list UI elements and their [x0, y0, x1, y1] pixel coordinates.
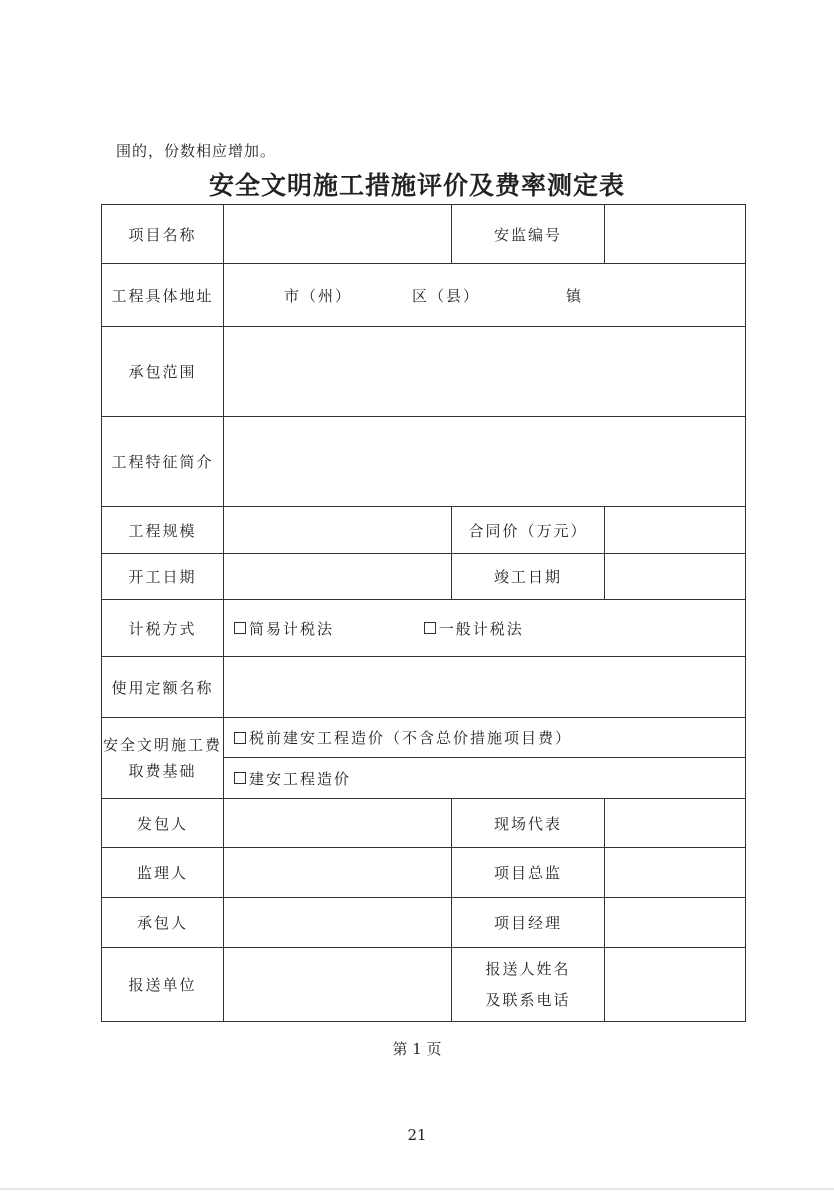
supervision-no-field[interactable] — [605, 205, 746, 264]
table-row — [102, 205, 746, 264]
submitter-label-line1: 报送人姓名 — [485, 959, 571, 978]
table-row — [102, 718, 746, 758]
table-row — [102, 327, 746, 417]
project-manager-label: 项目经理 — [452, 898, 605, 948]
checkbox-icon[interactable] — [234, 732, 246, 744]
quota-name-label: 使用定额名称 — [102, 657, 224, 718]
finish-date-label: 竣工日期 — [452, 554, 605, 600]
address-district: 区（县） — [412, 286, 481, 305]
features-field[interactable] — [224, 417, 746, 507]
supervisor-label: 监理人 — [102, 848, 224, 898]
contract-price-field[interactable] — [605, 507, 746, 554]
employer-field[interactable] — [224, 799, 452, 848]
site-rep-label: 现场代表 — [452, 799, 605, 848]
table-row — [102, 898, 746, 948]
address-town: 镇 — [566, 286, 584, 305]
submit-unit-label: 报送单位 — [102, 948, 224, 1022]
scope-field[interactable] — [224, 327, 746, 417]
quota-name-field[interactable] — [224, 657, 746, 718]
site-rep-field[interactable] — [605, 799, 746, 848]
table-row — [102, 848, 746, 898]
start-date-field[interactable] — [224, 554, 452, 600]
chief-supervisor-field[interactable] — [605, 848, 746, 898]
tax-simple-option[interactable] — [234, 618, 417, 639]
table-row — [102, 417, 746, 507]
scale-field[interactable] — [224, 507, 452, 554]
address-city: 市（州） — [284, 286, 353, 305]
project-manager-field[interactable] — [605, 898, 746, 948]
contract-price-label: 合同价（万元） — [452, 507, 605, 554]
tax-simple-label: 简易计税法 — [249, 619, 335, 638]
address-field[interactable] — [224, 264, 746, 327]
contractor-field[interactable] — [224, 898, 452, 948]
features-label: 工程特征简介 — [102, 417, 224, 507]
finish-date-field[interactable] — [605, 554, 746, 600]
tax-method-label: 计税方式 — [102, 600, 224, 657]
table-row — [102, 507, 746, 554]
top-note: 围的，份数相应增加。 — [116, 142, 277, 160]
fee-basis-option-2[interactable] — [224, 758, 746, 799]
start-date-label: 开工日期 — [102, 554, 224, 600]
tax-general-label: 一般计税法 — [438, 619, 524, 638]
submitter-label — [452, 948, 605, 1022]
table-row — [102, 264, 746, 327]
page-number: 21 — [407, 1126, 427, 1144]
table-row — [102, 600, 746, 657]
page-indicator: 第 1 页 — [392, 1040, 442, 1058]
checkbox-icon[interactable] — [424, 622, 436, 634]
employer-label: 发包人 — [102, 799, 224, 848]
table-row — [102, 799, 746, 848]
address-label: 工程具体地址 — [102, 264, 224, 327]
tax-method-options — [224, 600, 746, 657]
fee-basis-label: 安全文明施工费取费基础 — [102, 718, 224, 799]
supervisor-field[interactable] — [224, 848, 452, 898]
evaluation-form-table — [101, 204, 746, 1022]
table-row — [102, 554, 746, 600]
page-title: 安全文明施工措施评价及费率测定表 — [208, 171, 625, 200]
submit-unit-field[interactable] — [224, 948, 452, 1022]
fee-basis-option-1[interactable] — [224, 718, 746, 758]
scope-label: 承包范围 — [102, 327, 224, 417]
contractor-label: 承包人 — [102, 898, 224, 948]
scale-label: 工程规模 — [102, 507, 224, 554]
tax-general-option[interactable] — [424, 618, 524, 639]
table-row — [102, 948, 746, 1022]
checkbox-icon[interactable] — [234, 772, 246, 784]
checkbox-icon[interactable] — [234, 622, 246, 634]
supervision-no-label: 安监编号 — [452, 205, 605, 264]
fee-basis-option-1-label: 税前建安工程造价（不含总价措施项目费） — [249, 729, 573, 747]
table-row — [102, 657, 746, 718]
chief-supervisor-label: 项目总监 — [452, 848, 605, 898]
project-name-label: 项目名称 — [102, 205, 224, 264]
project-name-field[interactable] — [224, 205, 452, 264]
fee-basis-option-2-label: 建安工程造价 — [249, 769, 352, 788]
submitter-label-line2: 及联系电话 — [485, 990, 571, 1009]
page-bottom-divider — [0, 1188, 834, 1190]
submitter-field[interactable] — [605, 948, 746, 1022]
